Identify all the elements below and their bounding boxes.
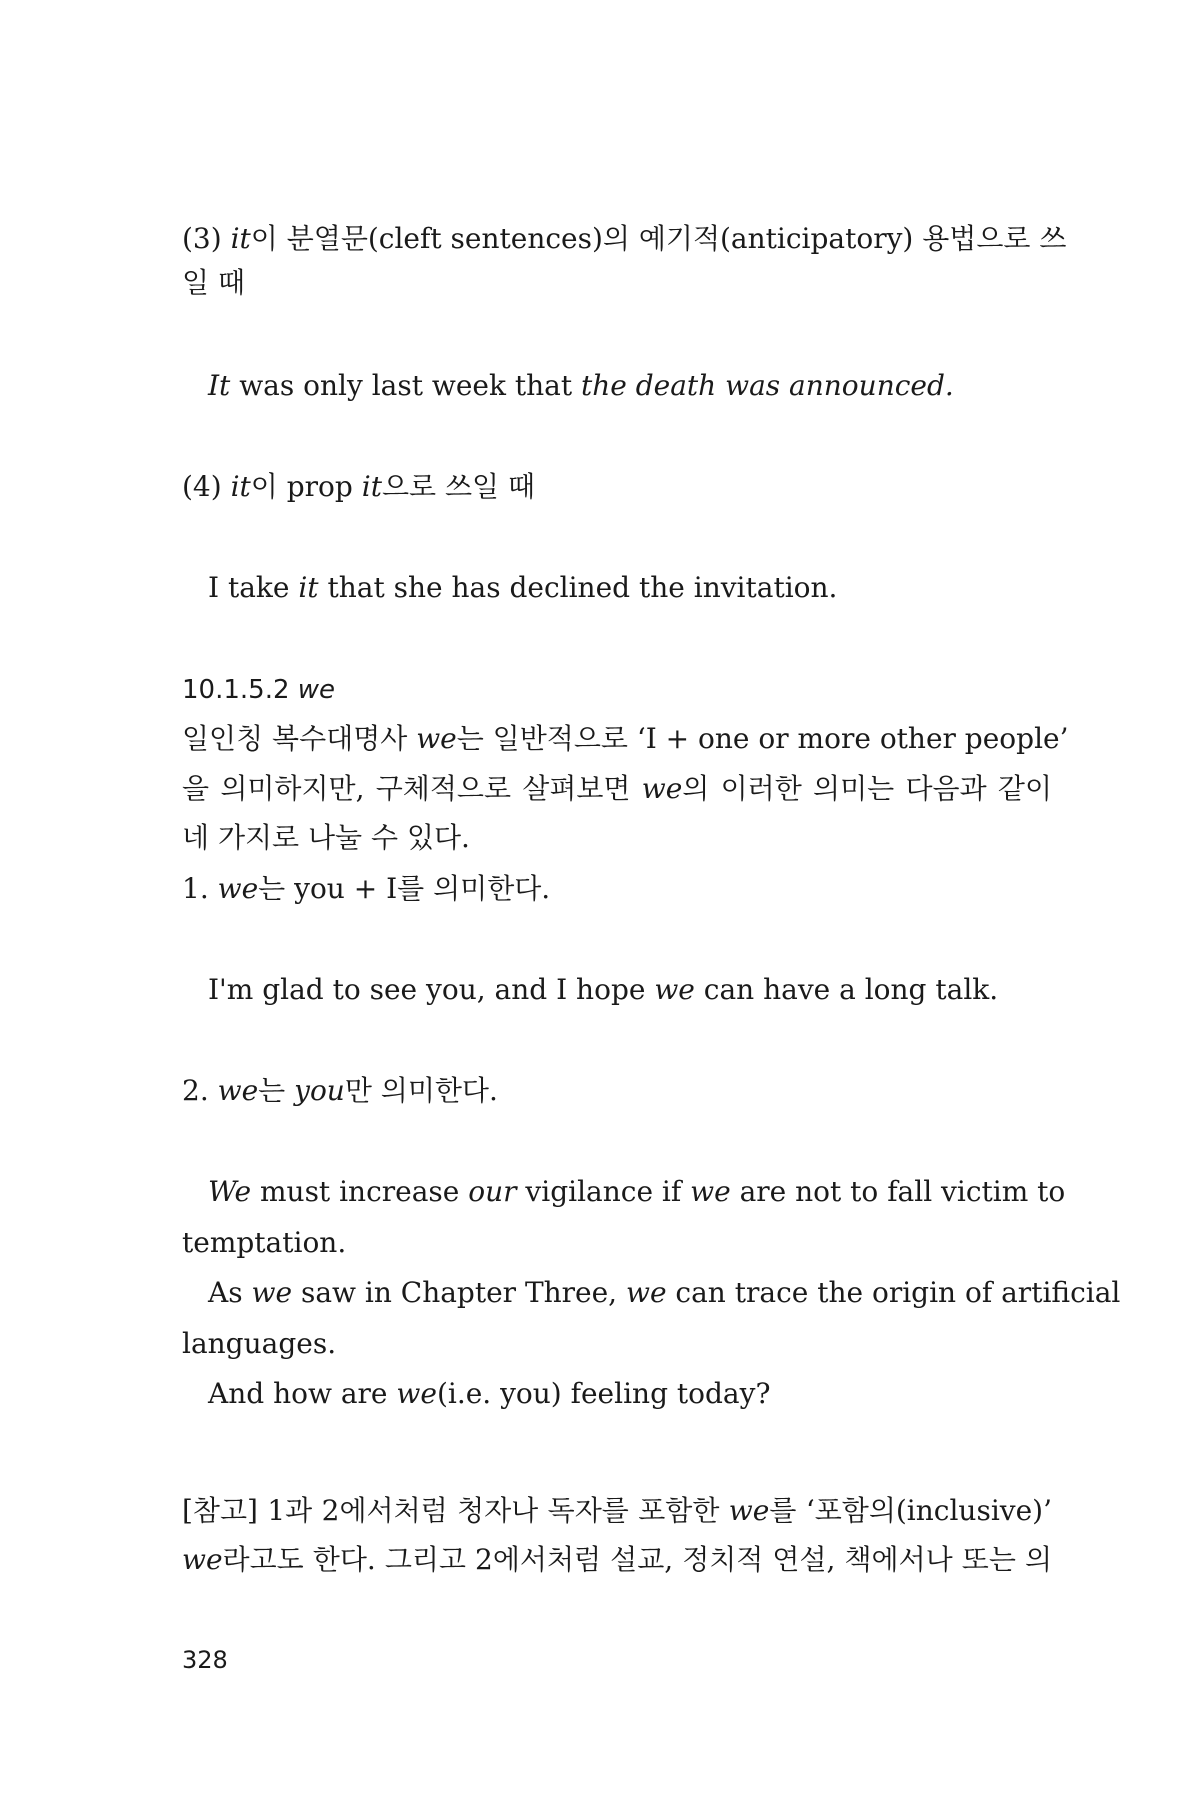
item3-number: (3)	[182, 222, 231, 255]
point2-you: you	[294, 1074, 345, 1107]
note-line2	[182, 1540, 1052, 1580]
point2-we: we	[217, 1074, 259, 1107]
page-number: 328	[182, 1646, 228, 1674]
intro-line2	[182, 769, 1052, 809]
point2-ex1-text-2: vigilance if	[516, 1175, 691, 1208]
point2-ex1-our: our	[468, 1175, 517, 1208]
item3-heading-text-cont: 일 때	[182, 266, 245, 299]
point2-text: 는	[258, 1074, 295, 1107]
point2-ex2-text: As	[208, 1276, 252, 1309]
point2-ex1-we: we	[690, 1175, 731, 1208]
point1-example-we: we	[654, 973, 695, 1006]
point2-ex2-cont: languages.	[182, 1327, 337, 1360]
intro-text-3: 네 가지로 나눌 수 있다.	[182, 821, 470, 854]
item3-it: it	[230, 222, 251, 255]
item4-heading-text: 이 prop	[250, 470, 362, 503]
item4-example-it: it	[298, 571, 319, 604]
item3-example-it: It	[208, 369, 231, 402]
intro-we-2: we	[641, 772, 683, 805]
point2-heading	[182, 1071, 1052, 1111]
section-term: we	[297, 675, 336, 705]
point1-text: 는 you + I를 의미한다.	[258, 872, 551, 905]
item3-example	[208, 366, 1052, 406]
point2-ex1-text: must increase	[251, 1175, 469, 1208]
item3-heading-text: 이 분열문(cleft sentences)의 예기적(anticipatory) 용법으로 쓰	[250, 222, 1067, 255]
section-number: 10.1.5.2	[182, 675, 298, 705]
item3-heading-line2	[182, 263, 1052, 303]
intro-text-2-cont: 의 이러한 의미는 다음과 같이	[682, 772, 1052, 805]
item3-example-text: was only last week that	[230, 369, 581, 402]
intro-line1	[182, 719, 1069, 759]
item4-heading-end: 으로 쓰일 때	[381, 470, 535, 503]
point1-example-text: I'm glad to see you, and I hope	[208, 973, 655, 1006]
note-text-cont: 를 ‘포함의(inclusive)’	[769, 1494, 1052, 1527]
note-we: we	[728, 1494, 770, 1527]
point2-ex1-We: We	[208, 1175, 252, 1208]
point2-example2-line1	[208, 1273, 1121, 1313]
point2-example2-line2	[182, 1324, 1052, 1364]
point2-ex2-we: we	[251, 1276, 293, 1309]
note-text-2: 라고도 한다. 그리고 2에서처럼 설교, 정치적 연설, 책에서나 또는 의	[222, 1543, 1052, 1576]
intro-text: 일인칭 복수대명사	[182, 722, 417, 755]
item4-heading	[182, 467, 1052, 507]
point2-ex3-text: And how are	[208, 1377, 397, 1410]
point2-ex3-rest: (i.e. you) feeling today?	[436, 1377, 771, 1410]
point2-example3	[208, 1374, 1052, 1414]
item4-example-rest: that she has declined the invitation.	[318, 571, 838, 604]
item3-example-italic: the death was announced.	[580, 369, 954, 402]
point2-text-end: 만 의미한다.	[344, 1074, 498, 1107]
intro-line3	[182, 818, 1052, 858]
note-line1	[182, 1491, 1052, 1531]
item4-example-text: I take	[208, 571, 299, 604]
point1-number: 1.	[182, 872, 218, 905]
section-heading	[182, 670, 1052, 710]
point2-ex1-cont: temptation.	[182, 1226, 347, 1259]
point1-we: we	[217, 872, 259, 905]
note-we-2: we	[182, 1543, 223, 1576]
point2-ex2-text-3: can trace the origin of artificial	[666, 1276, 1121, 1309]
item4-number: (4)	[182, 470, 231, 503]
point2-number: 2.	[182, 1074, 218, 1107]
point1-heading	[182, 869, 1052, 909]
item4-example	[208, 568, 1052, 608]
point1-example-rest: can have a long talk.	[694, 973, 999, 1006]
point1-example	[208, 970, 1052, 1010]
point2-ex3-we: we	[396, 1377, 437, 1410]
note-text: [참고] 1과 2에서처럼 청자나 독자를 포함한	[182, 1494, 729, 1527]
point2-ex2-we-2: we	[625, 1276, 667, 1309]
intro-text-cont: 는 일반적으로 ‘I + one or more other people’	[456, 722, 1069, 755]
item4-it: it	[230, 470, 251, 503]
point2-ex2-text-2: saw in Chapter Three,	[292, 1276, 626, 1309]
point2-example1-line2	[182, 1223, 1052, 1263]
item4-prop-it: it	[361, 470, 382, 503]
point2-ex1-text-3: are not to fall victim to	[730, 1175, 1066, 1208]
intro-text-2: 을 의미하지만, 구체적으로 살펴보면	[182, 772, 642, 805]
item3-heading-line1	[182, 219, 1067, 259]
point2-example1-line1	[208, 1172, 1066, 1212]
intro-we: we	[416, 722, 457, 755]
